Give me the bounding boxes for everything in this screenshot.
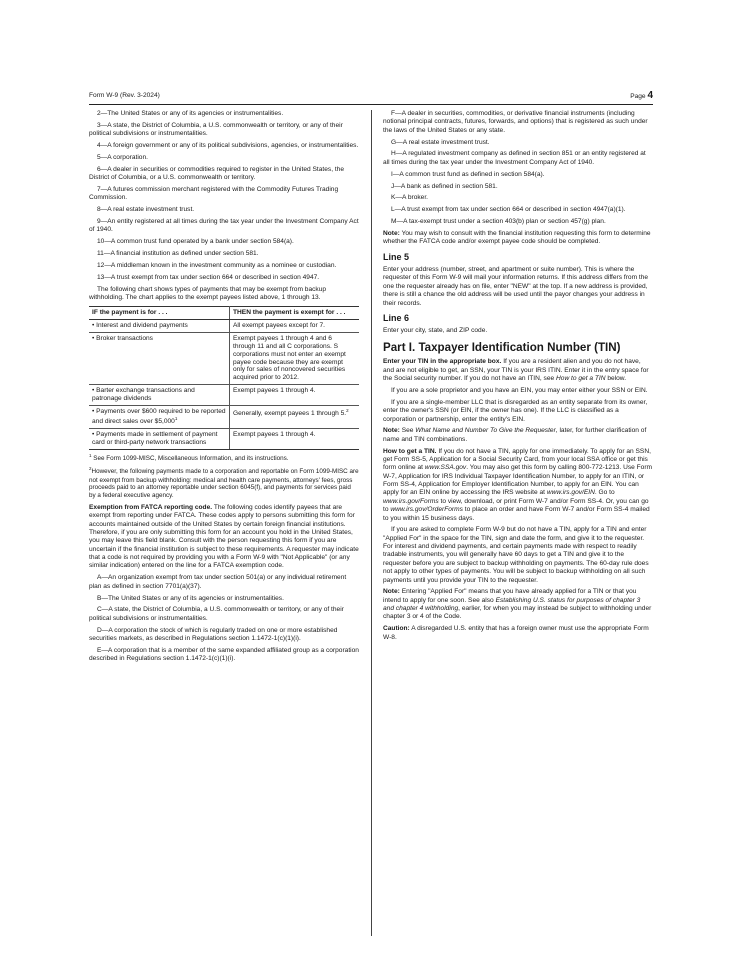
table-row: [89, 332, 359, 384]
line5-heading: Line 5: [383, 251, 410, 262]
fatca-code-item: J—A bank as defined in section 581.: [391, 182, 498, 190]
exempt-payee-code-item: 9—An entity registered at all times during the tax year under the Investment Company Act of 1940.: [89, 218, 359, 234]
exempt-payee-code-item: 6—A dealer in securities or commodities required to register in the United States, the District of Columbia, or a U.S. commonwealth or territory.: [89, 165, 345, 182]
fatca-code-item: B—The United States or any of its agencies or instrumentalities.: [97, 594, 284, 602]
table-row: [89, 385, 359, 406]
table-row: [89, 406, 359, 429]
fatca-code-item: M—A tax-exempt trust under a section 403(b) plan or section 457(g) plan.: [391, 218, 606, 226]
exempt-payee-code-item: 7—A futures commission merchant registered with the Commodity Futures Trading Commission.: [89, 186, 339, 202]
exempt-payee-code-item: 10—A common trust fund operated by a bank under section 584(a).: [97, 238, 294, 246]
form-identifier: Form W-9 (Rev. 3-2024): [89, 92, 160, 99]
fatca-code-list-continued: [383, 110, 653, 226]
llc-text: If you are a single-member LLC that is disregarded as an entity separate from its owner, enter the owner's SSN (or EIN, if the owner has one). If the LLC is classified as a corporation or partnership, enter the entity's EIN.: [383, 398, 648, 423]
page-number: Page 4: [630, 90, 653, 101]
table-cell-payment: • Barter exchange transactions and patronage dividends: [89, 385, 230, 406]
column-divider: [371, 110, 372, 936]
fatca-code-list: [89, 574, 359, 663]
fatca-paragraph: Exemption from FATCA reporting code. The following codes identify payees that are exempt from reporting under FATCA. These codes apply to persons submitting this form for accounts maintained outside of the United States by certain foreign financial institutions. Therefore, if you are only submitting this form for an account you hold in the United States, you may leave this field blank. Consult with the person requesting this form if you are uncertain if the financial institution is subject to these requirements. A requester may indicate that a code is not required by providing you with a Form W-9 with "Not Applicable" (or any similar indication) entered on the line for a FATCA exemption code.: [89, 503, 359, 570]
exempt-payee-code-item: 2—The United States or any of its agencies or instrumentalities.: [97, 110, 284, 117]
fatca-code-item: A—An organization exempt from tax under section 501(a) or any individual retirement plan as defined in section 7701(a)(37).: [89, 574, 347, 590]
table-header-row: [89, 306, 359, 319]
table-cell-payment: • Payments made in settlement of payment card or third-party network transactions: [89, 429, 230, 450]
fatca-code-item: K—A broker.: [391, 194, 429, 202]
exempt-payee-code-list: [89, 110, 359, 282]
fatca-code-item: D—A corporation the stock of which is regularly traded on one or more established securities markets, as described in Regulations section 1.1472-1(c)(1)(i).: [89, 626, 338, 642]
fatca-code-item: E—A corporation that is a member of the same expanded affiliated group as a corporation described in Regulations section 1.1472-1(c)(1)(i).: [89, 646, 359, 663]
exempt-payee-code-item: 13—A trust exempt from tax under section 664 or described in section 4947.: [97, 273, 320, 281]
exempt-payee-code-item: 12—A middleman known in the investment community as a nominee or custodian.: [97, 262, 337, 270]
fatca-code-item: F—A dealer in securities, commodities, or derivative financial instruments (including notional principal contracts, futures, forwards, and options) that is registered as such under the laws of the United States or any state.: [383, 110, 648, 134]
table-header-exempt: THEN the payment is exempt for . . .: [230, 306, 360, 319]
note-applied-for: Note: Entering "Applied For" means that you have already applied for a TIN or that you intend to apply for one soon. See also Establishing U.S. status for purposes of chapter 3 and chapter 4 withholding, earlier, for when you may instead be subject to withholding under chapter 3 or 4 of the Code.: [383, 588, 652, 621]
table-cell-exempt: All exempt payees except for 7.: [230, 319, 360, 332]
table-cell-payment: • Payments over $600 required to be reported and direct sales over $5,000$^1$: [89, 406, 230, 429]
exempt-payee-code-item: 4—A foreign government or any of its political subdivisions, agencies, or instrumentalities.: [97, 142, 359, 150]
part1-heading: Part I. Taxpayer Identification Number (TIN): [383, 340, 621, 354]
how-to-get-tin: How to get a TIN. If you do not have a TIN, apply for one immediately. To apply for an SSN, get Form SS-5, Application for a Social Security Card, from your local SSA office or get this form online at www.SSA.gov. You may also get this form by calling 800-772-1213. Use Form W-7, Application for IRS Individual Taxpayer Identification Number, to apply for an ITIN, or Form SS-4, Application for Employer Identification Number, to apply for an EIN. You can apply for an EIN online by accessing the IRS website at www.irs.gov/EIN. Go to www.irs.gov/Forms to view, download, or print Form W-7 and/or Form SS-4. Or, you can go to www.irs.gov/OrderForms to place an order and have Form W-7 and/or Form SS-4 mailed to you within 15 business days.: [383, 447, 653, 522]
fatca-code-item: I—A common trust fund as defined in section 584(a).: [391, 170, 545, 178]
right-column: [383, 110, 653, 646]
table-body: [89, 319, 359, 449]
footnote-2: $^2$However, the following payments made to a corporation and reportable on Form 1099-MISC are not exempt from backup withholding: medical and health care payments, attorneys' fees, gross proceeds paid to an attorney reportable under section 6045(f), and payments for services paid by a federal executive agency.: [89, 466, 359, 500]
note-name-number: Note: See What Name and Number To Give the Requester, later, for further clarification of name and TIN combinations.: [383, 427, 647, 443]
page-header: [89, 90, 653, 105]
exempt-payee-code-item: 3—A state, the District of Columbia, a U.S. commonwealth or territory, or any of their political subdivisions or instrumentalities.: [89, 121, 343, 138]
table-cell-exempt: Exempt payees 1 through 4.: [230, 385, 360, 406]
table-header-payment: IF the payment is for . . .: [89, 306, 230, 319]
sole-proprietor-text: If you are a sole proprietor and you have an EIN, you may enter either your SSN or EIN.: [391, 386, 648, 394]
table-cell-payment: • Interest and dividend payments: [89, 319, 230, 332]
note-fatca: Note: You may wish to consult with the financial institution requesting this form to determine whether the FATCA code and/or exempt payee code should be completed.: [383, 229, 651, 246]
exempt-payee-code-item: 8—A real estate investment trust.: [97, 206, 195, 214]
fatca-heading: Exemption from FATCA reporting code.: [89, 503, 213, 511]
fatca-code-item: H—A regulated investment company as defined in section 851 or an entity registered at all times during the tax year under the Investment Company Act of 1940.: [383, 150, 646, 166]
line6-text: Enter your city, state, and ZIP code.: [383, 327, 488, 335]
table-cell-exempt: Exempt payees 1 through 4.: [230, 429, 360, 450]
chart-intro: The following chart shows types of payments that may be exempt from backup withholding. The chart applies to the exempt payees listed above, 1 through 13.: [89, 285, 327, 302]
line5-text: Enter your address (number, street, and apartment or suite number). This is where the requester of this Form W-9 will mail your information returns. If this address differs from the one the requester already has on file, enter "NEW" at the top. If a new address is provided, there is still a chance the old address will be used until the payor changes your address in their records.: [383, 266, 649, 307]
table-cell-payment: • Broker transactions: [89, 332, 230, 384]
exempt-payee-code-item: 11—A financial institution as defined under section 581.: [97, 250, 259, 258]
fatca-code-item: L—A trust exempt from tax under section 664 or described in section 4947(a)(1).: [391, 206, 626, 214]
line6-heading: Line 6: [383, 312, 410, 323]
table-row: [89, 319, 359, 332]
table-cell-exempt: Exempt payees 1 through 4 and 6 through 11 and all C corporations. S corporations must not enter an exempt payee code because they are exempt only for sales of noncovered securities acquired prior to 2012.: [230, 332, 360, 384]
applied-for-text: If you are asked to complete Form W-9 but do not have a TIN, apply for a TIN and enter "Applied For" in the space for the TIN, sign and date the form, and give it to the requester. For interest and dividend payments, and certain payments made with respect to readily tradable instruments, you will generally have 60 days to get a TIN and give it to the requester before you are subject to backup withholding on payments. The 60-day rule does not apply to other types of payments. You will be subject to backup withholding on all such payments until you provide your TIN to the requester.: [383, 526, 649, 584]
footnote-1: $^1$ See Form 1099-MISC, Miscellaneous Information, and its instructions.: [89, 452, 289, 462]
exempt-payments-table: [89, 306, 359, 450]
left-column: [89, 110, 359, 667]
fatca-code-item: C—A state, the District of Columbia, a U.S. commonwealth or territory, or any of their political subdivisions or instrumentalities.: [89, 606, 344, 622]
caution-text: Caution: A disregarded U.S. entity that has a foreign owner must use the appropriate Form W-8.: [383, 625, 649, 641]
fatca-code-item: G—A real estate investment trust.: [391, 138, 490, 146]
table-cell-exempt: Generally, exempt payees 1 through 5.$^2$: [230, 406, 360, 429]
table-row: [89, 429, 359, 450]
exempt-payee-code-item: 5—A corporation.: [97, 153, 148, 161]
tin-paragraph: Enter your TIN in the appropriate box. If you are a resident alien and you do not have, and are not eligible to get, an SSN, your TIN is your IRS ITIN. Enter it in the entry space for the Social security number. If you do not have an ITIN, see How to get a TIN below.: [383, 358, 649, 383]
